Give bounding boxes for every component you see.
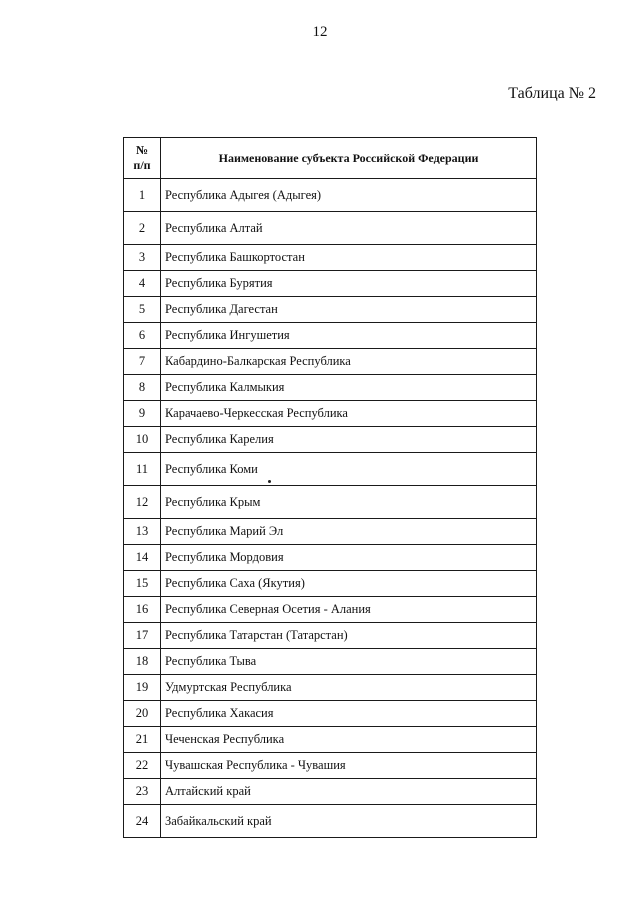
row-number: 23 — [124, 779, 161, 805]
header-name-col: Наименование субъекта Российской Федерации — [161, 138, 537, 179]
row-name: Республика Алтай — [161, 212, 537, 245]
row-name: Республика Башкортостан — [161, 245, 537, 271]
table-header — [124, 138, 537, 179]
header-row — [124, 138, 537, 179]
row-name: Республика Калмыкия — [161, 375, 537, 401]
row-number: 6 — [124, 323, 161, 349]
table-row — [124, 349, 537, 375]
row-name: Республика Ингушетия — [161, 323, 537, 349]
row-number: 12 — [124, 486, 161, 519]
row-number: 22 — [124, 753, 161, 779]
table-row — [124, 427, 537, 453]
row-name: Кабардино-Балкарская Республика — [161, 349, 537, 375]
row-name: Удмуртская Республика — [161, 675, 537, 701]
table-row — [124, 623, 537, 649]
table-row — [124, 401, 537, 427]
row-number: 8 — [124, 375, 161, 401]
page-number: 12 — [312, 24, 328, 40]
row-number: 17 — [124, 623, 161, 649]
table-row — [124, 571, 537, 597]
row-name: Республика Адыгея (Адыгея) — [161, 179, 537, 212]
table-row — [124, 179, 537, 212]
row-name: Алтайский край — [161, 779, 537, 805]
table-row — [124, 297, 537, 323]
table-row — [124, 597, 537, 623]
row-name: Республика Коми — [161, 453, 537, 486]
table-caption: Таблица № 2 — [508, 85, 596, 102]
row-number: 19 — [124, 675, 161, 701]
table-row — [124, 805, 537, 838]
table-row — [124, 323, 537, 349]
row-number: 4 — [124, 271, 161, 297]
row-name: Республика Хакасия — [161, 701, 537, 727]
table-body — [124, 179, 537, 838]
row-name: Республика Мордовия — [161, 545, 537, 571]
row-number: 13 — [124, 519, 161, 545]
header-number-col — [124, 138, 161, 179]
table-row — [124, 486, 537, 519]
header-number-abbrev: п/п — [133, 158, 151, 172]
table-row — [124, 453, 537, 486]
table-row — [124, 545, 537, 571]
row-number: 21 — [124, 727, 161, 753]
row-name: Республика Дагестан — [161, 297, 537, 323]
row-name: Республика Тыва — [161, 649, 537, 675]
row-name: Чувашская Республика - Чувашия — [161, 753, 537, 779]
subjects-table — [123, 137, 537, 838]
row-number: 16 — [124, 597, 161, 623]
table-row — [124, 701, 537, 727]
row-number: 5 — [124, 297, 161, 323]
row-name: Республика Карелия — [161, 427, 537, 453]
row-name: Республика Крым — [161, 486, 537, 519]
row-number: 2 — [124, 212, 161, 245]
row-number: 14 — [124, 545, 161, 571]
row-number: 11 — [124, 453, 161, 486]
row-number: 18 — [124, 649, 161, 675]
table-row — [124, 753, 537, 779]
table-row — [124, 649, 537, 675]
table-row — [124, 245, 537, 271]
table-row — [124, 271, 537, 297]
row-number: 15 — [124, 571, 161, 597]
row-number: 7 — [124, 349, 161, 375]
row-name: Республика Северная Осетия - Алания — [161, 597, 537, 623]
table-row — [124, 375, 537, 401]
row-number: 24 — [124, 805, 161, 838]
row-number: 3 — [124, 245, 161, 271]
row-number: 9 — [124, 401, 161, 427]
row-number: 10 — [124, 427, 161, 453]
row-name: Забайкальский край — [161, 805, 537, 838]
header-number-symbol: № — [135, 143, 149, 157]
row-name: Республика Татарстан (Татарстан) — [161, 623, 537, 649]
row-name: Карачаево-Черкесская Республика — [161, 401, 537, 427]
row-name: Чеченская Республика — [161, 727, 537, 753]
table-row — [124, 212, 537, 245]
table-row — [124, 779, 537, 805]
table-row — [124, 675, 537, 701]
row-number: 1 — [124, 179, 161, 212]
row-name: Республика Марий Эл — [161, 519, 537, 545]
row-number: 20 — [124, 701, 161, 727]
table-row — [124, 519, 537, 545]
stray-dot-mark — [268, 480, 271, 483]
row-name: Республика Саха (Якутия) — [161, 571, 537, 597]
row-name: Республика Бурятия — [161, 271, 537, 297]
table-row — [124, 727, 537, 753]
